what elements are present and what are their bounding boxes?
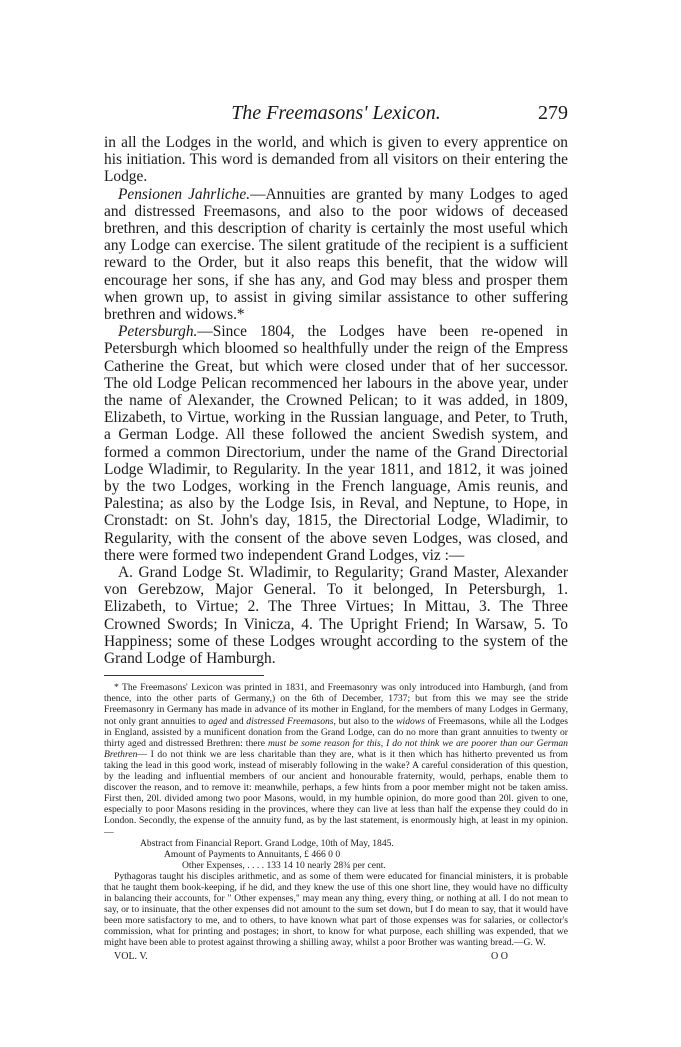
entry-text: —Annuities are granted by many Lodges to aged and distressed Freemasons, and also to the poor widows of deceased brethren, and this description of charity is certainly the most useful which any Lodge can exercise. The silent gratitude of the recipient is a sufficient reward to the Order, but it also reaps this benefit, that the widow will encourage her sons, if she has any, and God may bless and prosper them when grown up, to assist in giving similar assistance to other suffering brethren and widows.* — [104, 185, 568, 324]
footer-row — [104, 951, 568, 962]
page — [104, 100, 568, 962]
entry-term: Petersburgh. — [118, 323, 198, 341]
page-number: 279 — [538, 102, 568, 124]
paragraph-grand-lodge: A. Grand Lodge St. Wladimir, to Regularity; Grand Master, Alexander von Gerebzow, Major General. To it belonged, In Petersburgh, 1. Elizabeth, to Virtue; 2. The Three Virtues; In Mittau, 3. The Three Crowned Swords; In Vinicza, 4. The Upright Friend; In Warsaw, 5. To Happiness; some of these Lodges wrought according to the system of the Grand Lodge of Hamburgh. — [104, 564, 568, 668]
fn-italic: aged — [208, 715, 228, 727]
entry-text: —Since 1804, the Lodges have been re-opened in Petersburgh which bloomed so healthfully under the reign of the Empress Catherine the Great, but which were closed under that of her successor. The old Lodge Pelican recommenced her labours in the above year, under the name of Alexander, the Crowned Pelican; to it was added, in 1809, Elizabeth, to Virtue, working in the Russian language, and Peter, to Truth, a German Lodge. All these followed the ancient Swedish system, and formed a common Directorium, under the name of the Grand Directorial Lodge Wladimir, to Regularity. In the year 1811, and 1812, it was joined by the two Lodges, working in the French language, Amis reunis, and Palestina; as also by the Lodge Isis, in Reval, and Neptune, to Hope, in Cronstadt: on St. John's day, 1815, the Directorial Lodge, Wladimir, to Regularity, with the consent of the above seven Lodges, was closed, and there were formed two independent Grand Lodges, viz :— — [104, 323, 568, 564]
main-text — [104, 134, 568, 667]
fn-italic: widows — [396, 715, 425, 727]
footnote — [104, 682, 568, 961]
footnote-paragraph-2: Pythagoras taught his disciples arithmetic, and as some of them were educated for financial ministers, it is probable that he taught them book-keeping, if he did, and they knew the use of this one short line, they would have no difficulty in balancing their accounts, for " Other expenses," may mean any thing, every thing, or nothing at all. I do not mean to say, or to insinuate, that the other expenses did not amount to the sum set down, but I do mean to say, that it would have been more satisfactory to me, and to others, to have known what part of those expenses was for salaries, or collector's commission, what for printing and postages; in short, to know for what purpose, each shilling was expended, that we might have been able to protest against throwing a shilling away, whilst a poor Brother was wanting bread.—G. W. — [104, 870, 568, 949]
abstract-heading: Abstract from Financial Report. Grand Lodge, 10th of May, 1845. — [140, 837, 394, 849]
fn-text: of Freemasons, while all the Lodges in England, assisted by a munificent donation from the Grand Lodge, can do no more than grant annuities to twenty or thirty aged and distressed Brethren: there — [104, 715, 568, 749]
running-title: The Freemasons' Lexicon. — [231, 102, 441, 124]
volume-mark: VOL. V. — [114, 950, 148, 962]
fn-text: and — [227, 715, 247, 727]
footnote-paragraph — [104, 682, 568, 837]
other-expenses-line: Other Expenses, . . . . 133 14 10 nearly 28¾ per cent. — [182, 859, 386, 871]
fn-text: — I do not think we are less charitable than they are, what is it then which has hitherto prevented us from taking the lead in this good work, instead of miserably following in the wake? A careful consideration of this question, by the leading and influential members of our ancient and honourable fraternity, would, perhaps, enable them to discover the reason, and to remove it: meanwhile, perhaps, a few hints from a poor member might not be taken amiss. First then, 20l. divided among two poor Masons, would, in my humble opinion, do more good than 20l. given to one, especially to poor Masons residing in the provinces, where they can live at less than half the expense they could do in London. Secondly, the expense of the annuity fund, as by the last statement, is enormously high, at least in my opinion.— — [104, 748, 568, 838]
payments-line: Amount of Payments to Annuitants, £ 466 0 0 — [164, 848, 341, 860]
entry-petersburgh — [104, 323, 568, 564]
fn-text: * The Freemasons' Lexicon was printed in 1831, and Freemasonry was only introduced into Hamburgh, (and from thence, into the other parts of Germany,) on the 6th of December, 1737; but from this we may see the stride Freemasonry in Germany has made in advance of its mother in England, for the members of many Lodges in Germany, not only grant annuities to — [104, 682, 568, 727]
fn-text: , but also to the — [333, 715, 397, 727]
entry-term: Pensionen Jahrliche. — [118, 185, 251, 203]
running-header — [104, 100, 568, 128]
entry-pensionen — [104, 186, 568, 324]
signature-mark: O O — [491, 950, 508, 962]
fn-italic: distressed Freemasons — [246, 715, 334, 727]
paragraph-continuation: in all the Lodges in the world, and which is given to every apprentice on his initiation. This word is demanded from all visitors on their entering the Lodge. — [104, 134, 568, 186]
footnote-rule — [104, 675, 264, 676]
fn-italic: must be some reason for this, I do not think we are poorer than our German Brethren — [104, 737, 568, 760]
